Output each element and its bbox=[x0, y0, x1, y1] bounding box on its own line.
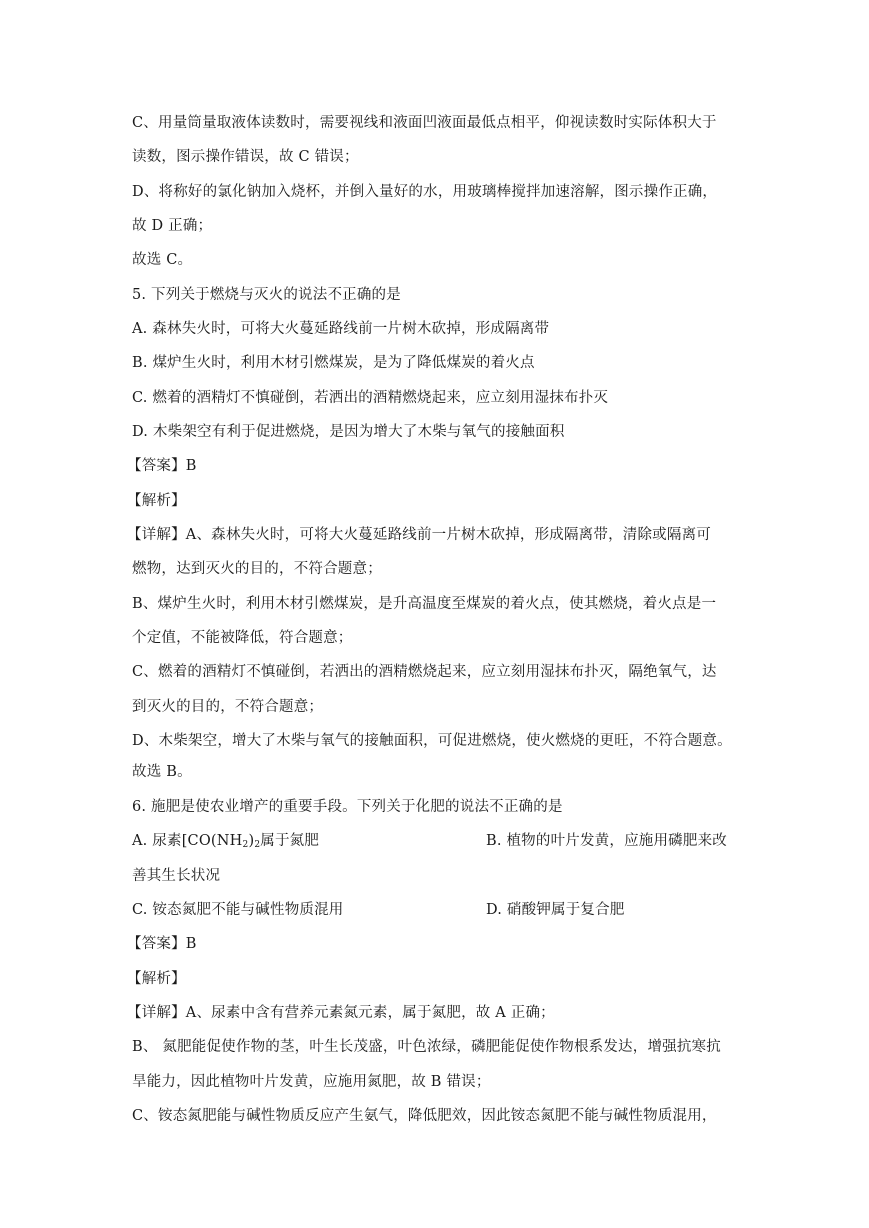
detail-6-line: C、铵态氮肥能与碱性物质反应产生氨气，降低肥效，因此铵态氮肥不能与碱性物质混用， bbox=[132, 1108, 717, 1124]
detail-6-line: B、 氮肥能促使作物的茎，叶生长茂盛，叶色浓绿，磷肥能促使作物根系发达，增强抗寒抗 bbox=[132, 1039, 721, 1055]
question-6-option-b-cont: 善其生长状况 bbox=[132, 868, 221, 884]
question-6-option-d: D. 硝酸钾属于复合肥 bbox=[486, 902, 625, 918]
question-5: 5. 下列关于燃烧与灭火的说法不正确的是 bbox=[132, 287, 401, 303]
answer-5: 【答案】B bbox=[127, 458, 197, 474]
text-line: 故 D 正确； bbox=[132, 218, 213, 234]
text-line: 故选 C。 bbox=[132, 252, 193, 268]
analysis-6-heading: 【解析】 bbox=[127, 971, 186, 987]
question-5-option-b: B. 煤炉生火时，利用木材引燃煤炭，是为了降低煤炭的着火点 bbox=[132, 355, 535, 371]
question-5-option-c: C. 燃着的酒精灯不慎碰倒，若洒出的酒精燃烧起来，应立刻用湿抹布扑灭 bbox=[132, 390, 609, 406]
detail-6-line: 旱能力，因此植物叶片发黄，应施用氮肥，故 B 错误； bbox=[132, 1074, 491, 1090]
detail-5-line: B、煤炉生火时，利用木材引燃煤炭，是升高温度至煤炭的着火点，使其燃烧，着火点是一 bbox=[132, 596, 717, 612]
question-6-option-c: C. 铵态氮肥不能与碱性物质混用 bbox=[132, 902, 344, 918]
text-line: C、用量筒量取液体读数时，需要视线和液面凹液面最低点相平，仰视读数时实际体积大于 bbox=[132, 115, 717, 131]
detail-5-line: C、燃着的酒精灯不慎碰倒，若洒出的酒精燃烧起来，应立刻用湿抹布扑灭，隔绝氧气，达 bbox=[132, 664, 717, 680]
detail-5-conclusion: 故选 B。 bbox=[132, 764, 192, 780]
text-line: D、将称好的氯化钠加入烧杯，并倒入量好的水，用玻璃棒搅拌加速溶解，图示操作正确， bbox=[132, 184, 718, 200]
analysis-5-heading: 【解析】 bbox=[127, 493, 186, 509]
text-line: 读数，图示操作错误，故 C 错误； bbox=[132, 149, 359, 165]
question-6-option-b: B. 植物的叶片发黄，应施用磷肥来改 bbox=[486, 833, 727, 849]
detail-5-line: 燃物，达到灭火的目的，不符合题意； bbox=[132, 561, 382, 577]
question-6-options-row bbox=[132, 831, 319, 851]
answer-6: 【答案】B bbox=[127, 936, 197, 952]
detail-5-line: 【详解】A、森林失火时，可将大火蔓延路线前一片树木砍掉，形成隔离带，清除或隔离可 bbox=[127, 527, 711, 543]
question-6: 6. 施肥是使农业增产的重要手段。下列关于化肥的说法不正确的是 bbox=[132, 799, 563, 815]
question-6-option-a: A. 尿素[$CO(NH_2)_2$属于氮肥 bbox=[132, 833, 320, 850]
question-5-option-a: A. 森林失火时，可将大火蔓延路线前一片树木砍掉，形成隔离带 bbox=[132, 321, 550, 337]
detail-5-line: D、木柴架空，增大了木柴与氧气的接触面积，可促进燃烧，使火燃烧的更旺，不符合题意。 bbox=[132, 733, 732, 749]
detail-5-line: 到灭火的目的，不符合题意； bbox=[132, 699, 324, 715]
detail-5-line: 个定值，不能被降低，符合题意； bbox=[132, 630, 353, 646]
question-5-option-d: D. 木柴架空有利于促进燃烧，是因为增大了木柴与氧气的接触面积 bbox=[132, 424, 565, 440]
detail-6-line: 【详解】A、尿素中含有营养元素氮元素，属于氮肥，故 A 正确； bbox=[127, 1005, 555, 1021]
